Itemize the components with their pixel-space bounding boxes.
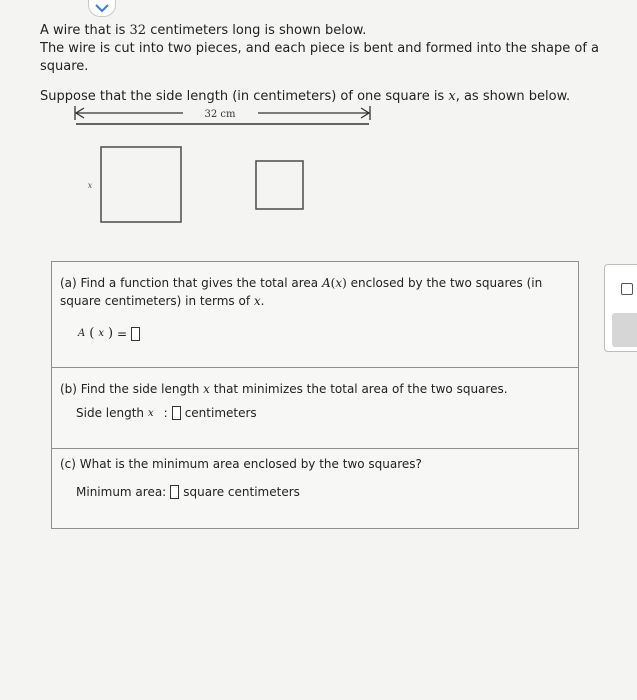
part-a-answer-row: A ( x ) = xyxy=(78,326,140,341)
side-length-label: x xyxy=(87,181,93,190)
area-function-input[interactable] xyxy=(131,327,140,341)
minimum-area-input[interactable] xyxy=(170,485,179,499)
side-length-input[interactable] xyxy=(172,406,181,420)
large-square xyxy=(101,147,181,222)
wire-figure xyxy=(0,0,637,240)
part-c-question: (c) What is the minimum area enclosed by the two squares? xyxy=(60,457,422,471)
part-b-section xyxy=(51,367,579,449)
part-b-answer-row: Side length x : centimeters xyxy=(76,406,257,420)
part-c-answer-row: Minimum area: square centimeters xyxy=(76,485,300,499)
small-square xyxy=(256,161,303,209)
part-a-question: (a) Find a function that gives the total area A(x) enclosed by the two squares (in square centimeters) in terms of x. xyxy=(60,276,543,308)
part-a-section xyxy=(51,261,579,368)
intro-line-1: A wire that is 32 centimeters long is shown below. xyxy=(40,23,367,38)
side-toolbar xyxy=(604,264,637,352)
intro-line-3: Suppose that the side length (in centimeters) of one square is x, as shown below. xyxy=(40,89,571,104)
wire-length-label: 32 cm xyxy=(204,109,236,120)
checkbox-icon[interactable] xyxy=(621,283,633,295)
intro-line-2: The wire is cut into two pieces, and each piece is bent and formed into the shape of a square. xyxy=(40,41,599,74)
part-b-question: (b) Find the side length x that minimizes the total area of the two squares. xyxy=(60,382,508,396)
part-c-section xyxy=(51,448,579,529)
side-toolbar-button[interactable] xyxy=(612,313,637,347)
